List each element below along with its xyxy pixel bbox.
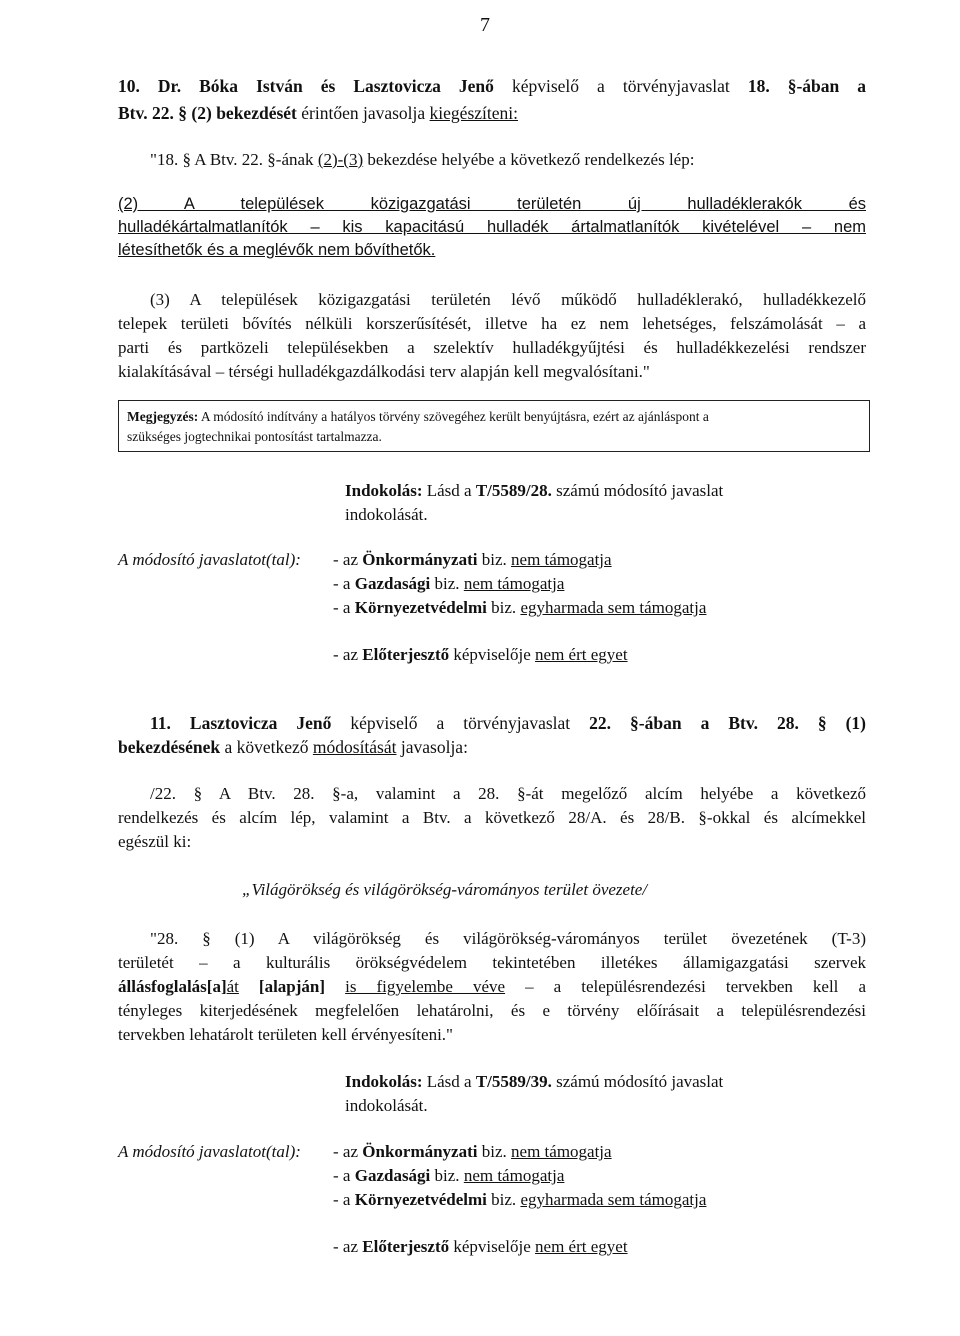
item10-heading-line2: Btv. 22. § (2) bekezdését érintően javasolja kiegészíteni: — [118, 103, 518, 123]
item10-quote-intro: "18. § A Btv. 22. §-ának (2)-(3) bekezdése helyébe a következő rendelkezés lép: — [150, 150, 695, 169]
note-line1: Megjegyzés: A módosító indítvány a hatályos törvény szövegéhez került benyújtásra, ezért az ajánláspont a — [127, 409, 709, 424]
item11-par2-line3: állásfoglalás[a]át [alapján] is figyelembe véve – a településrendezési tervekben kell a — [118, 977, 866, 996]
item11-justification: Indokolás: Lásd a T/5589/39. számú módosító javaslat — [345, 1072, 724, 1091]
item10-vote-label: A módosító javaslatot(tal): — [118, 550, 301, 569]
item10-justification: Indokolás: Lásd a T/5589/28. számú módosító javaslat — [345, 481, 724, 500]
note-box — [118, 400, 870, 452]
item10-par3-line1: (3) A települések közigazgatási területén lévő működő hulladéklerakó, hulladékkezelő — [150, 290, 866, 309]
note-line2: szükséges jogtechnikai pontosítást tartalmazza. — [127, 429, 382, 444]
item11-par2-line1: "28. § (1) A világörökség és világörökség-várományos terület övezetének (T-3) — [150, 929, 866, 948]
item11-vote-2: - a Gazdasági biz. nem támogatja — [333, 1166, 565, 1185]
item11-vote-4: - az Előterjesztő képviselője nem ért egyet — [333, 1237, 628, 1256]
item11-heading-line2: bekezdésének a következő módosítását javasolja: — [118, 737, 468, 757]
item10-par2-line1: (2) A települések közigazgatási területén új hulladéklerakók és — [118, 195, 866, 213]
item11-vote-1: - az Önkormányzati biz. nem támogatja — [333, 1142, 612, 1161]
item10-heading-line1: 10. Dr. Bóka István és Lasztovicza Jenő képviselő a törvényjavaslat 18. §-ában a — [118, 76, 867, 96]
item11-par1-line1: /22. § A Btv. 28. §-a, valamint a 28. §-át megelőző alcím helyébe a következő — [150, 784, 866, 803]
item11-subtitle: „Világörökség és világörökség-várományos terület övezete/ — [242, 880, 648, 899]
item11-justification-cont: indokolását. — [345, 1096, 428, 1115]
item10-par2-line2: hulladékártalmatlanítók – kis kapacitású hulladék ártalmatlanítók kivételével – nem — [118, 218, 866, 236]
item11-vote-label: A módosító javaslatot(tal): — [118, 1142, 301, 1161]
item11-par1-line2: rendelkezés és alcím lép, valamint a Btv. a következő 28/A. és 28/B. §-okkal és alcímekkel — [118, 808, 866, 827]
item10-vote-2: - a Gazdasági biz. nem támogatja — [333, 574, 565, 593]
item10-vote-3: - a Környezetvédelmi biz. egyharmada sem támogatja — [333, 598, 707, 617]
item11-par1-line3: egészül ki: — [118, 832, 192, 851]
item10-vote-4: - az Előterjesztő képviselője nem ért egyet — [333, 645, 628, 664]
item10-par3-line2: telepek területi bővítés nélküli korszerűsítését, illetve ha ez nem lehetséges, felszámolását – a — [118, 314, 866, 333]
item10-par2-line3: létesíthetők és a meglévők nem bővíthetők. — [118, 241, 436, 259]
item10-justification-cont: indokolását. — [345, 505, 428, 524]
item11-heading-line1: 11. Lasztovicza Jenő képviselő a törvényjavaslat 22. §-ában a Btv. 28. § (1) — [150, 713, 867, 733]
item10-vote-1: - az Önkormányzati biz. nem támogatja — [333, 550, 612, 569]
item10-par3-line4: kialakításával – térségi hulladékgazdálkodási terv alapján kell megvalósítani." — [118, 362, 650, 381]
item11-par2-line5: tervekben lehatárolt területen kell érvényesíteni." — [118, 1025, 453, 1044]
item11-par2-line2: területét – a kulturális örökségvédelem tekintetében illetékes államigazgatási szervek — [118, 953, 866, 972]
item11-par2-line4: tényleges kiterjedésének megfelelően lehatárolni, és e törvény előírásait a településrendezési — [118, 1001, 866, 1020]
item10-par3-line3: parti és partközeli településekben a szelektív hulladékgyűjtési és hulladékkezelési rendszer — [118, 338, 866, 357]
item11-vote-3: - a Környezetvédelmi biz. egyharmada sem támogatja — [333, 1190, 707, 1209]
page-number: 7 — [480, 14, 490, 36]
